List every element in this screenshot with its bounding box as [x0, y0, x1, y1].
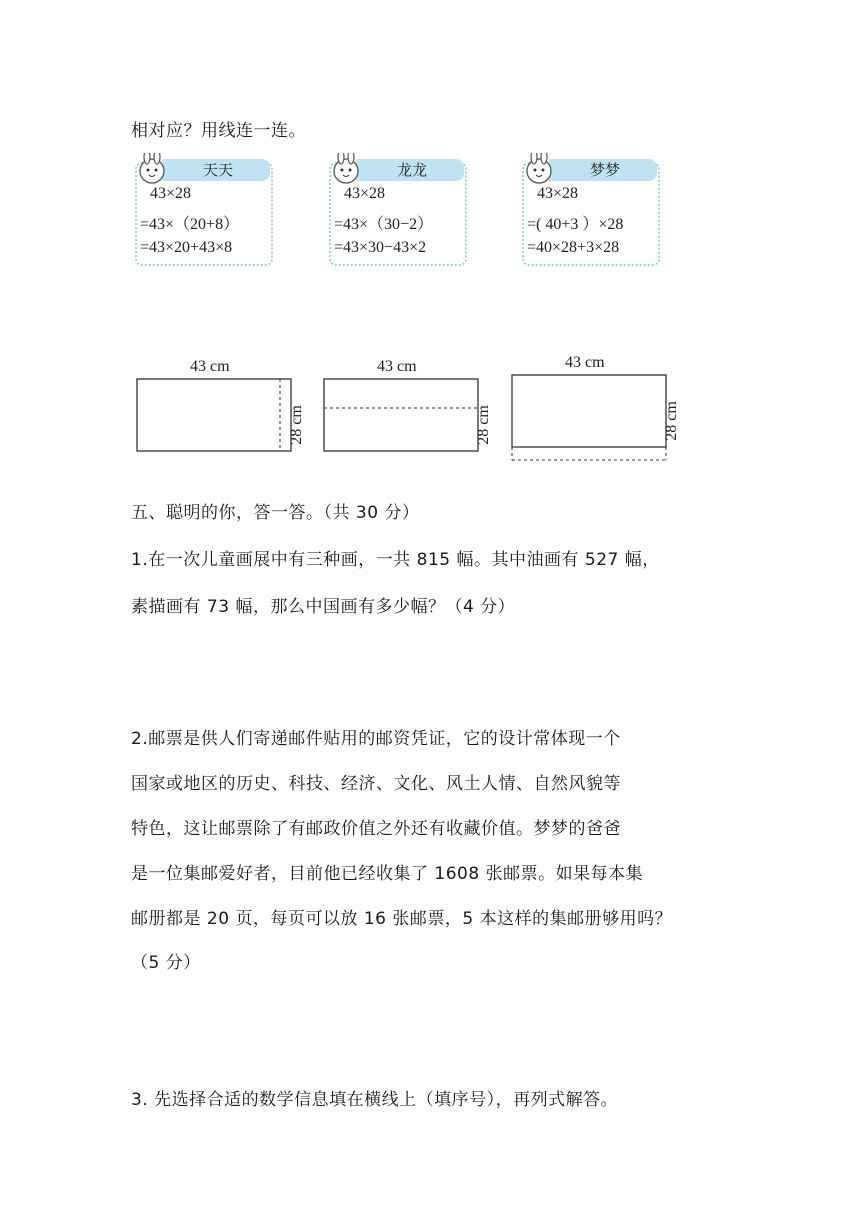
card-line: =( 40+3 ）×28: [527, 216, 624, 233]
solution-card-mengmeng: [519, 153, 661, 267]
question-3-line: 3. 先选择合适的数学信息填在横线上（填序号），再列式解答。: [131, 1090, 619, 1110]
intro-text: 相对应？用线连一连。: [131, 121, 306, 141]
question-2-line: 是一位集邮爱好者，目前他已经收集了 1608 张邮票。如果每本集: [131, 864, 644, 884]
card-line: 43×28: [537, 185, 579, 202]
width-label: 43 cm: [190, 358, 230, 375]
rectangle-figure-1: [136, 358, 316, 458]
card-line: 43×28: [344, 185, 386, 202]
width-label: 43 cm: [565, 354, 605, 371]
height-label: 28 cm: [474, 405, 492, 445]
height-label: 28 cm: [662, 401, 680, 441]
rectangle-shape: [136, 378, 296, 458]
width-label: 43 cm: [377, 358, 417, 375]
card-line: =43×20+43×8: [140, 239, 233, 256]
question-2-line: 邮册都是 20 页，每页可以放 16 张邮票，5 本这样的集邮册够用吗？: [131, 909, 673, 929]
question-2-line: （5 分）: [131, 953, 201, 973]
card-title: 梦梦: [589, 161, 620, 179]
card-title: 龙龙: [396, 161, 427, 179]
card-line: =43×（20+8）: [140, 216, 240, 233]
solution-card-longlong: [326, 153, 468, 267]
card-line: =43×（30−2）: [334, 216, 434, 233]
rectangle-shape: [323, 378, 483, 458]
card-line: 43×28: [150, 185, 192, 202]
question-2-line: 2.邮票是供人们寄递邮件贴用的邮资凭证，它的设计常体现一个: [131, 729, 621, 749]
card-line: =43×30−43×2: [334, 239, 427, 256]
height-label: 28 cm: [287, 405, 305, 445]
question-2-line: 特色，这让邮票除了有邮政价值之外还有收藏价值。梦梦的爸爸: [131, 819, 621, 839]
card-title: 天天: [202, 161, 233, 179]
section-heading: 五、聪明的你，答一答。（共 30 分）: [131, 503, 420, 523]
solution-card-tiantian: [132, 153, 274, 267]
question-1-line: 1.在一次儿童画展中有三种画，一共 815 幅。其中油画有 527 幅，: [131, 550, 660, 570]
question-2-line: 国家或地区的历史、科技、经济、文化、风土人情、自然风貌等: [131, 774, 621, 794]
rectangle-shape: [511, 374, 671, 470]
question-1-line: 素描画有 73 幅，那么中国画有多少幅？（4 分）: [131, 597, 516, 617]
rectangle-figure-3: [511, 354, 691, 464]
card-line: =40×28+3×28: [527, 239, 620, 256]
rectangle-figure-2: [323, 358, 503, 458]
